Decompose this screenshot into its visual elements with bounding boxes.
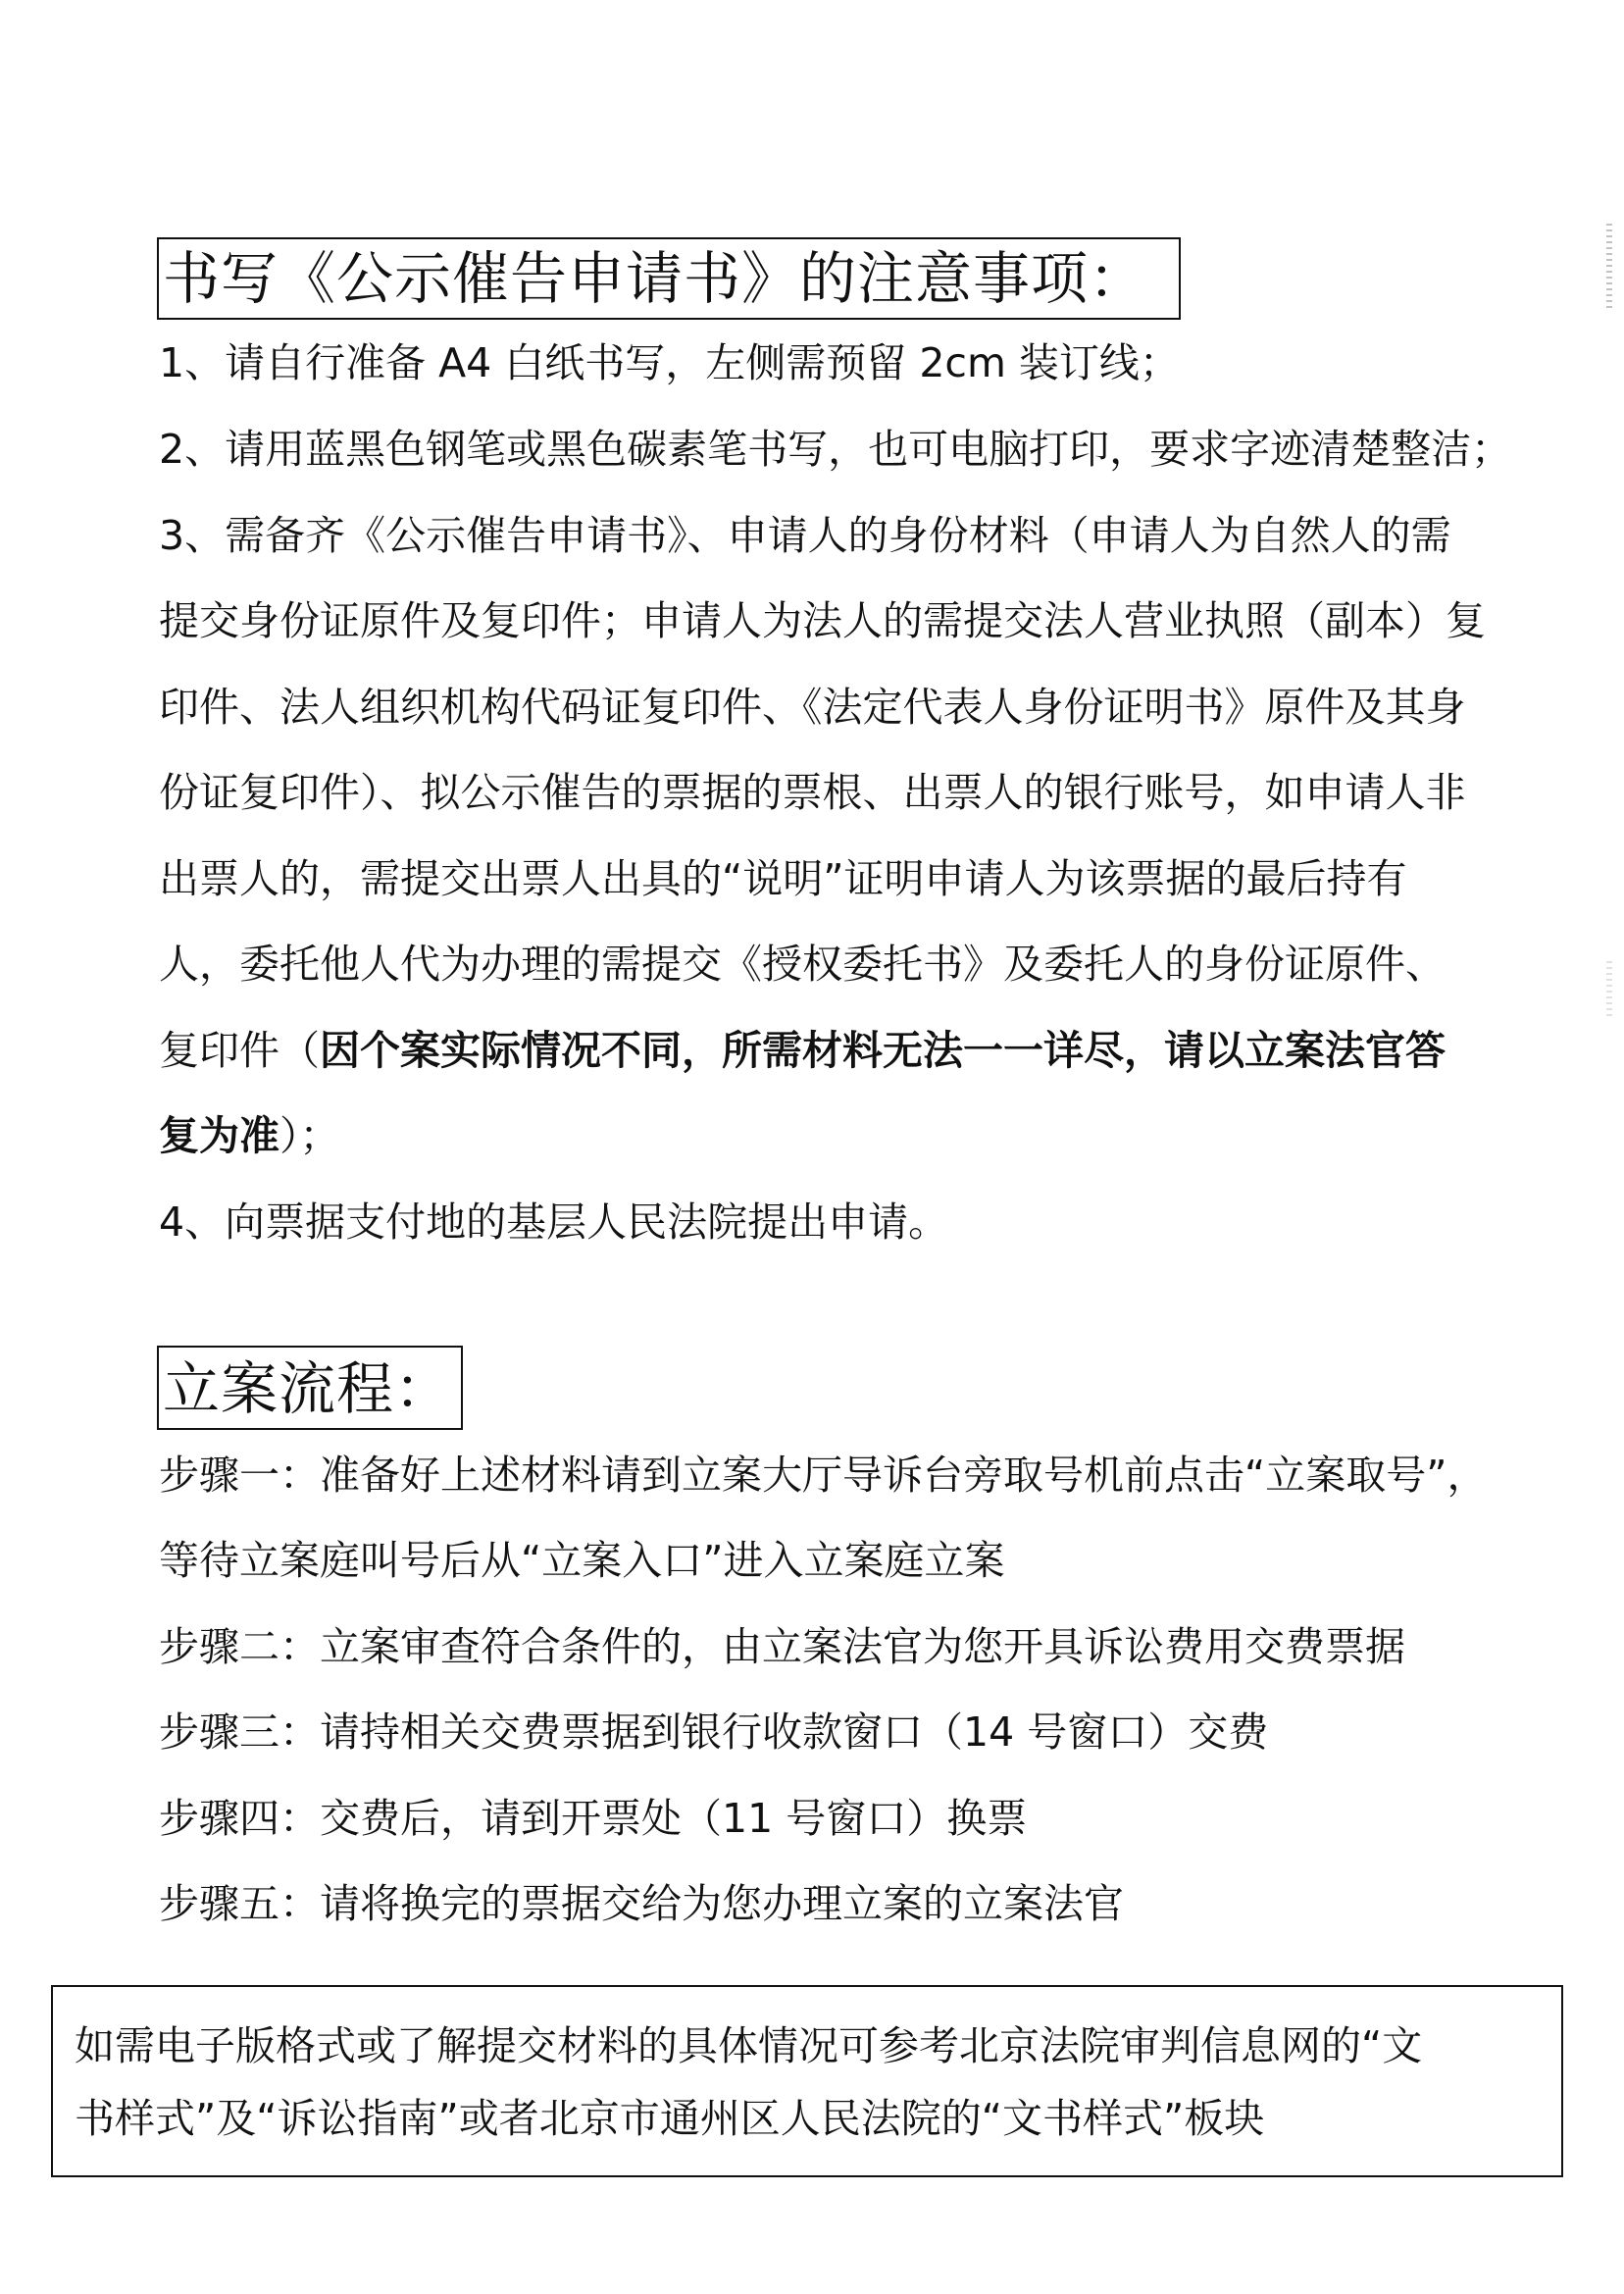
notes-line-11: 4、向票据支付地的基层人民法院提出申请。 bbox=[159, 1198, 949, 1246]
process-heading bbox=[157, 1346, 463, 1430]
notes-line-3: 3、需备齐《公示催告申请书》、申请人的身份材料（申请人为自然人的需 bbox=[159, 512, 1451, 559]
process-heading-text: 立案流程： bbox=[163, 1355, 453, 1422]
notes-line-10-normal: ）； bbox=[279, 1112, 340, 1159]
notes-line-2: 2、请用蓝黑色钢笔或黑色碳素笔书写，也可电脑打印，要求字迹清楚整洁； bbox=[159, 426, 1512, 473]
notes-line-4: 提交身份证原件及复印件；申请人为法人的需提交法人营业执照（副本）复 bbox=[159, 597, 1486, 644]
notice-line-2: 书样式”及“诉讼指南”或者北京市通州区人民法院的“文书样式”板块 bbox=[75, 2095, 1265, 2142]
notes-line-7: 出票人的，需提交出票人出具的“说明”证明申请人为该票据的最后持有 bbox=[159, 855, 1407, 902]
process-step-2: 步骤二：立案审查符合条件的，由立案法官为您开具诉讼费用交费票据 bbox=[159, 1623, 1405, 1670]
notes-heading bbox=[157, 237, 1181, 320]
process-step-1: 步骤一：准备好上述材料请到立案大厅导诉台旁取号机前点击“立案取号”， bbox=[159, 1452, 1488, 1499]
process-step-1-cont: 等待立案庭叫号后从“立案入口”进入立案庭立案 bbox=[159, 1537, 1005, 1584]
notes-line-8: 人，委托他人代为办理的需提交《授权委托书》及委托人的身份证原件、 bbox=[159, 941, 1446, 988]
notes-line-6: 份证复印件）、拟公示催告的票据的票根、出票人的银行账号，如申请人非 bbox=[159, 769, 1466, 816]
process-step-4: 步骤四：交费后，请到开票处（11 号窗口）换票 bbox=[159, 1795, 1028, 1842]
notes-line-9-bold: 因个案实际情况不同，所需材料无法一一详尽，请以立案法官答 bbox=[320, 1027, 1446, 1074]
notes-line-5: 印件、法人组织机构代码证复印件、《法定代表人身份证明书》原件及其身 bbox=[159, 684, 1466, 731]
scan-artifact bbox=[1606, 224, 1612, 312]
notice-box bbox=[51, 1985, 1563, 2177]
notes-line-10 bbox=[159, 1112, 340, 1159]
notice-line-1: 如需电子版格式或了解提交材料的具体情况可参考北京法院审判信息网的“文 bbox=[75, 2022, 1423, 2069]
notes-line-10-bold: 复为准 bbox=[159, 1112, 279, 1159]
process-step-3: 步骤三：请持相关交费票据到银行收款窗口（14 号窗口）交费 bbox=[159, 1708, 1269, 1756]
process-step-5: 步骤五：请将换完的票据交给为您办理立案的立案法官 bbox=[159, 1880, 1124, 1927]
notes-line-9-normal: 复印件（ bbox=[159, 1027, 320, 1074]
scan-artifact bbox=[1606, 961, 1612, 1020]
notes-heading-text: 书写《公示催告申请书》的注意事项： bbox=[163, 245, 1147, 312]
notes-line-9 bbox=[159, 1027, 1446, 1074]
notes-line-1: 1、请自行准备 A4 白纸书写，左侧需预留 2cm 装订线； bbox=[159, 339, 1180, 386]
